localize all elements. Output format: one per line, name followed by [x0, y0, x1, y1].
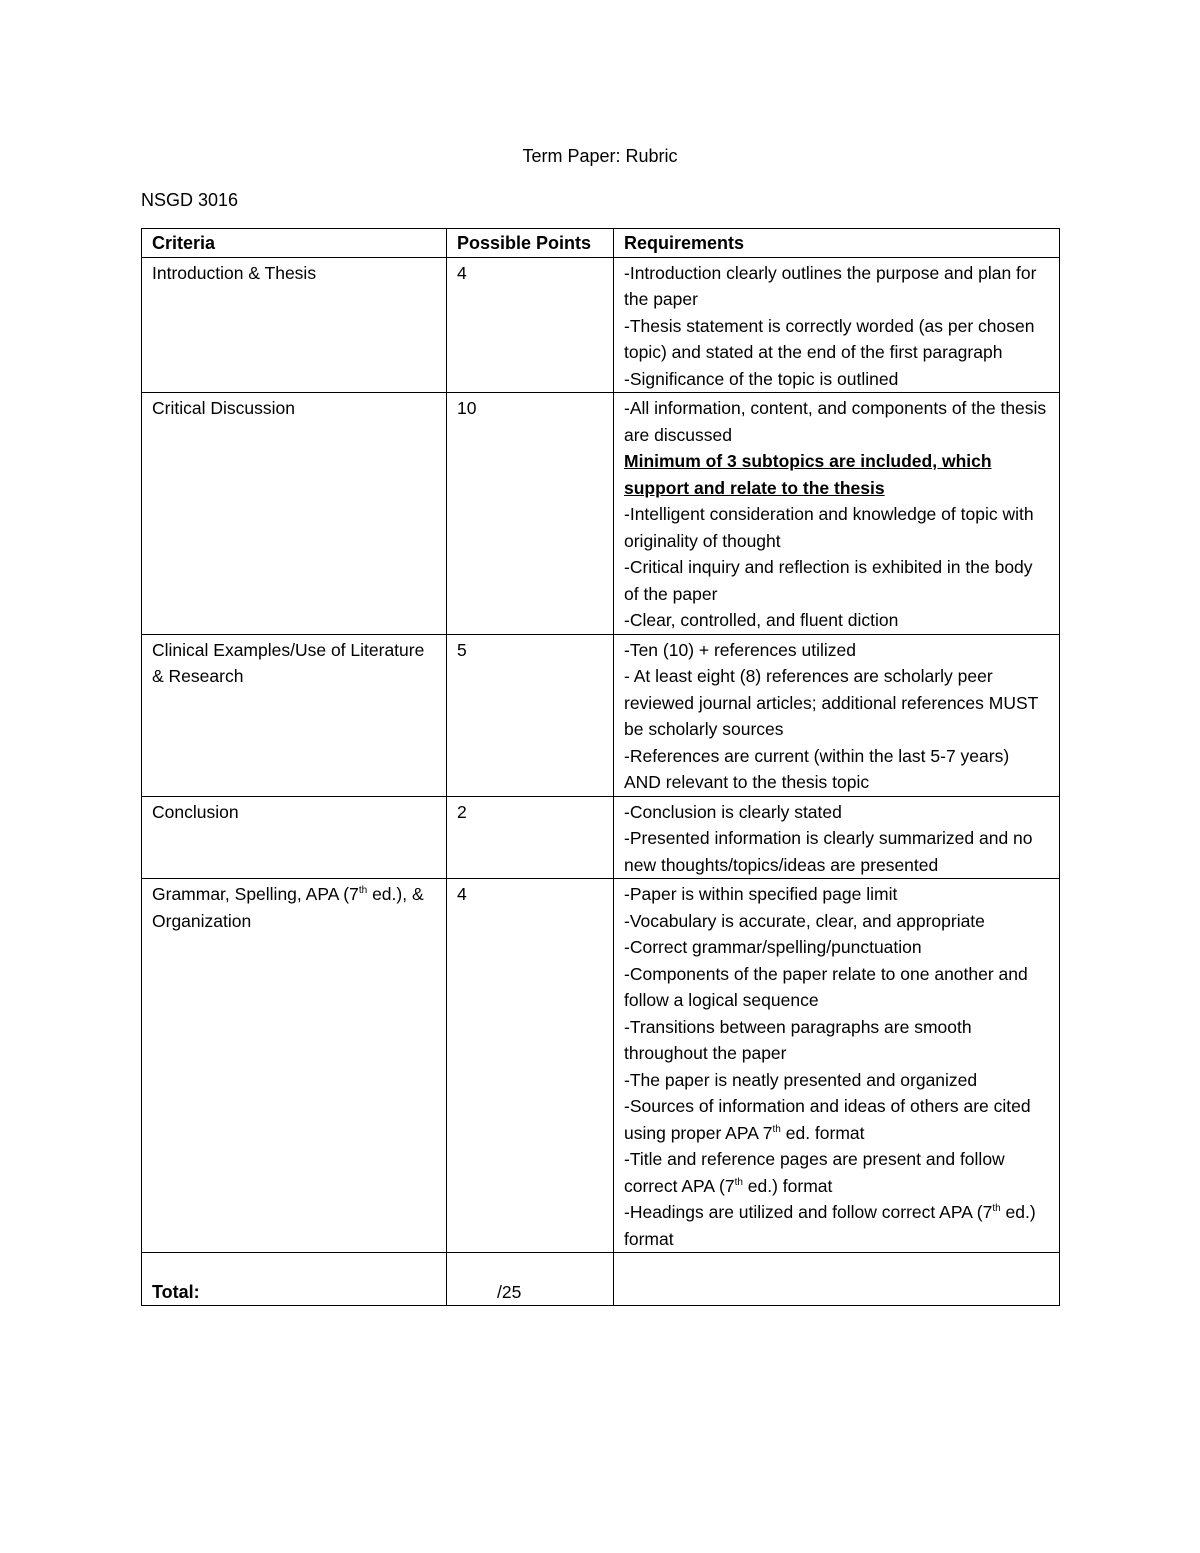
points-cell: 4 [447, 879, 614, 1253]
total-label: Total: [152, 1281, 200, 1302]
total-row [142, 1253, 1060, 1306]
criteria-cell: Conclusion [142, 796, 447, 879]
points-cell: 4 [447, 257, 614, 393]
requirements-cell [614, 634, 1060, 796]
total-value-cell [447, 1253, 614, 1306]
requirement-item: -Paper is within specified page limit [624, 884, 898, 904]
points-cell: 5 [447, 634, 614, 796]
table-header-row [142, 229, 1060, 258]
requirement-item: -All information, content, and components of the thesis are discussed [624, 398, 1047, 445]
requirement-item: -Sources of information and ideas of others are cited using proper APA 7th ed. format [624, 1096, 1031, 1143]
rubric-table [141, 228, 1060, 1306]
course-code: NSGD 3016 [141, 190, 239, 210]
criteria-cell [142, 879, 447, 1253]
requirement-item: -Conclusion is clearly stated [624, 801, 842, 822]
total-value: /25 [497, 1281, 522, 1302]
requirements-cell [614, 393, 1060, 635]
requirement-item: -Significance of the topic is outlined [624, 368, 899, 389]
criteria-cell: Critical Discussion [142, 393, 447, 635]
criteria-text: Grammar, Spelling, APA (7 [152, 884, 359, 904]
requirement-item: -The paper is neatly presented and organized [624, 1069, 978, 1090]
superscript: th [358, 885, 368, 897]
column-header-requirements: Requirements [614, 229, 1060, 258]
criteria-text: ed.), & Organization [152, 884, 424, 931]
requirement-item: -Critical inquiry and reflection is exhibited in the body of the paper [624, 557, 1033, 604]
requirement-item: -Presented information is clearly summarized and no new thoughts/topics/ideas are presented [624, 828, 1033, 875]
criteria-cell: Clinical Examples/Use of Literature & Research [142, 634, 447, 796]
table-row [142, 634, 1060, 796]
requirement-item: -Introduction clearly outlines the purpose and plan for the paper [624, 262, 1037, 309]
requirements-cell [614, 257, 1060, 393]
requirement-emphasis: Minimum of 3 subtopics are included, which support and relate to the thesis [624, 451, 992, 498]
requirement-item: -Clear, controlled, and fluent diction [624, 610, 899, 630]
requirements-cell [614, 796, 1060, 879]
document-title: Term Paper: Rubric [522, 146, 678, 166]
column-header-criteria: Criteria [142, 229, 447, 258]
requirement-item: -Thesis statement is correctly worded (as per chosen topic) and stated at the end of the first paragraph [624, 315, 1035, 362]
total-label-cell [142, 1253, 447, 1306]
table-row [142, 393, 1060, 635]
requirement-item: -References are current (within the last 5-7 years) AND relevant to the thesis topic [624, 745, 1010, 792]
points-cell: 2 [447, 796, 614, 879]
total-empty-cell [614, 1253, 1060, 1306]
table-row [142, 257, 1060, 393]
column-header-points: Possible Points [447, 229, 614, 258]
requirement-item: -Vocabulary is accurate, clear, and appropriate [624, 910, 985, 931]
requirement-item: -Intelligent consideration and knowledge of topic with originality of thought [624, 504, 1034, 551]
requirements-cell [614, 879, 1060, 1253]
requirement-item: - At least eight (8) references are scholarly peer reviewed journal articles; additional references MUST be scholarly sources [624, 666, 1039, 739]
requirement-item: -Transitions between paragraphs are smooth throughout the paper [624, 1016, 972, 1063]
table-row [142, 796, 1060, 879]
requirement-item: -Title and reference pages are present and follow correct APA (7th ed.) format [624, 1149, 1005, 1196]
table-row [142, 879, 1060, 1253]
requirement-item: -Correct grammar/spelling/punctuation [624, 937, 922, 957]
requirement-item: -Ten (10) + references utilized [624, 639, 856, 660]
points-cell: 10 [447, 393, 614, 635]
requirement-item: -Components of the paper relate to one another and follow a logical sequence [624, 963, 1028, 1010]
requirement-item: -Headings are utilized and follow correct APA (7th ed.) format [624, 1202, 1036, 1249]
criteria-cell: Introduction & Thesis [142, 257, 447, 393]
